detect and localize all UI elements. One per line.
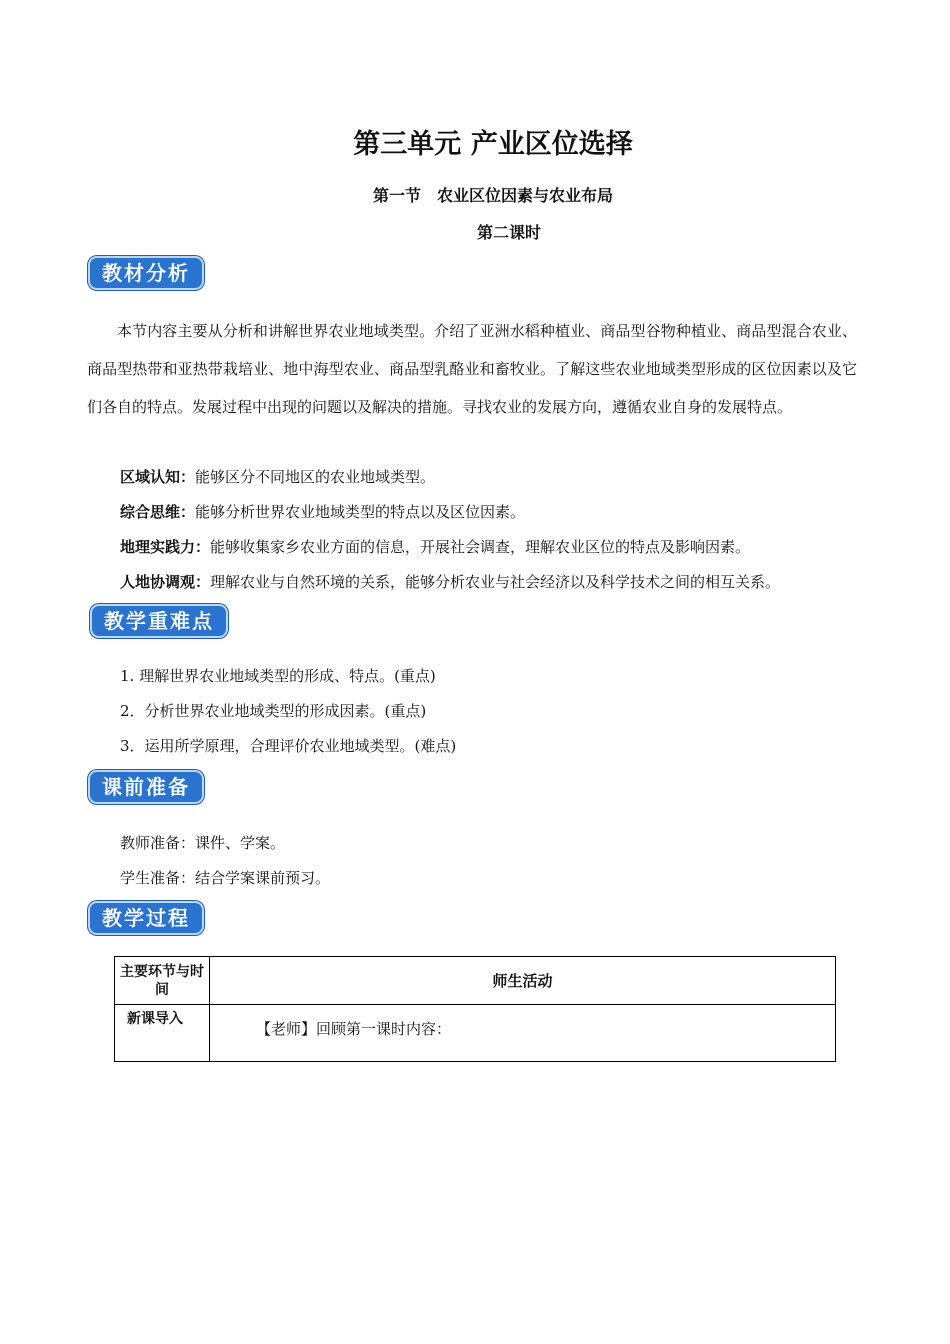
badge-preparation: 课前准备 (88, 770, 204, 804)
literacy-text: 理解农业与自然环境的关系，能够分析农业与社会经济以及科学技术之间的相互关系。 (210, 573, 781, 591)
prep-student: 学生准备：结合学案课前预习。 (120, 869, 331, 887)
cell-activity: 【老师】回顾第一课时内容： (210, 1005, 836, 1062)
literacy-label: 综合思维： (120, 503, 196, 521)
section-title: 第一节 农业区位因素与农业布局 (372, 186, 613, 205)
key-point-item: 3．运用所学原理，合理评价农业地域类型。(难点) (120, 737, 457, 755)
badge-process: 教学过程 (88, 901, 204, 935)
literacy-text: 能够分析世界农业地域类型的特点以及区位因素。 (195, 503, 526, 521)
literacy-harmony (120, 571, 780, 592)
literacy-practice (120, 536, 750, 557)
process-table (114, 956, 836, 1062)
key-point-item: 1. 理解世界农业地域类型的形成、特点。(重点) (120, 667, 436, 685)
prep-teacher: 教师准备：课件、学案。 (120, 834, 286, 852)
badge-analysis: 教材分析 (88, 256, 204, 290)
lesson-label: 第二课时 (476, 223, 541, 242)
analysis-paragraph: 本节内容主要从分析和讲解世界农业地域类型。介绍了亚洲水稻种植业、商品型谷物种植业、商品型混合农业、商品型热带和亚热带栽培业、地中海型农业、商品型乳酪业和畜牧业。了解这些农业地域类型形成的区位因素以及它们各自的特点。发展过程中出现的问题以及解决的措施。寻找农业的发展方向，遵循农业自身的发展特点。 (87, 322, 857, 416)
unit-title: 第三单元 产业区位选择 (353, 129, 633, 160)
literacy-regional (120, 466, 435, 487)
header-activities: 师生活动 (210, 957, 836, 1005)
literacy-text: 能够区分不同地区的农业地域类型。 (195, 468, 436, 486)
header-stage-time: 主要环节与时间 (115, 957, 210, 1005)
key-point-item: 2．分析世界农业地域类型的形成因素。(重点) (120, 702, 427, 720)
badge-difficulties: 教学重难点 (90, 604, 228, 638)
literacy-text: 能够收集家乡农业方面的信息，开展社会调查，理解农业区位的特点及影响因素。 (210, 538, 751, 556)
literacy-label: 地理实践力： (120, 538, 211, 556)
literacy-label: 区域认知： (120, 468, 196, 486)
literacy-synthesis (120, 501, 525, 522)
cell-stage: 新课导入 (115, 1005, 210, 1062)
literacy-label: 人地协调观： (120, 573, 211, 591)
